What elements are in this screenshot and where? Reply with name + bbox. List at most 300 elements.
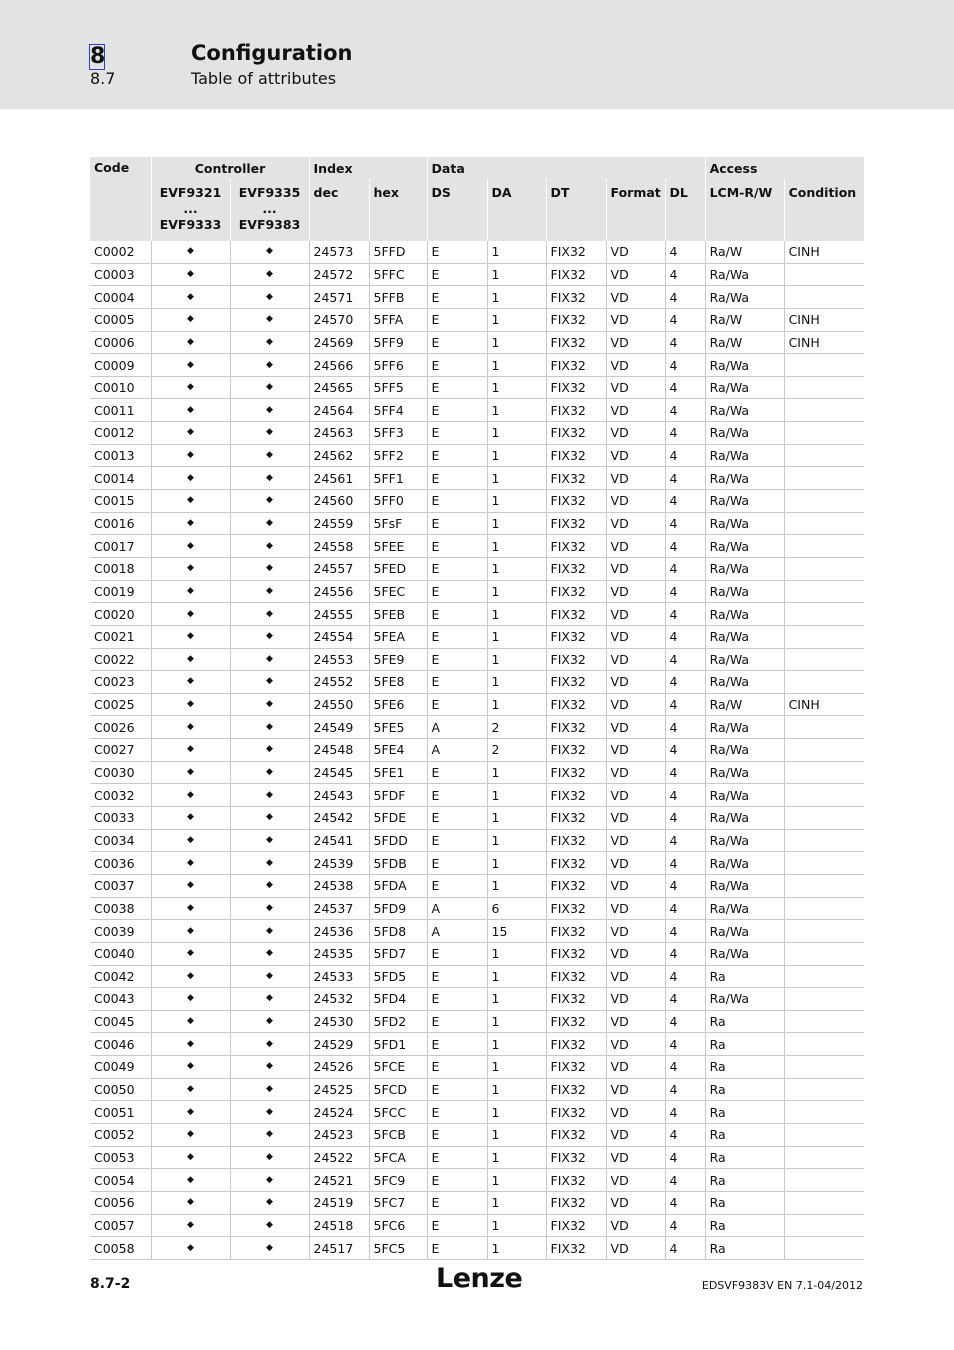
cell-access: Ra [705,1191,784,1214]
lenze-logo: Lenze [436,1263,523,1294]
cell-ds: E [427,286,487,309]
cell-format: VD [606,897,665,920]
cell-condition [784,1056,864,1079]
cell-code: C0051 [90,1101,151,1124]
table-row [90,444,864,467]
cell-access: Ra/Wa [705,739,784,762]
cell-access: Ra/Wa [705,671,784,694]
cell-condition [784,1010,864,1033]
cell-da: 1 [487,1237,546,1260]
page-number: 8.7-2 [90,1276,131,1292]
cell-condition [784,557,864,580]
cell-access: Ra/Wa [705,557,784,580]
cell-da: 1 [487,399,546,422]
cell-controller-1: ◆ [151,490,230,513]
cell-dl: 4 [665,897,705,920]
cell-dec: 24536 [309,920,369,943]
cell-controller-2: ◆ [230,1237,309,1260]
cell-controller-1: ◆ [151,1237,230,1260]
cell-controller-1: ◆ [151,1078,230,1101]
cell-dec: 24525 [309,1078,369,1101]
cell-da: 1 [487,557,546,580]
cell-code: C0053 [90,1146,151,1169]
attributes-table [90,157,864,1260]
cell-ds: E [427,354,487,377]
cell-hex: 5FC5 [369,1237,427,1260]
cell-dec: 24542 [309,807,369,830]
cell-dt: FIX32 [546,1056,606,1079]
cell-dec: 24550 [309,693,369,716]
cell-ds: E [427,874,487,897]
cell-dl: 4 [665,716,705,739]
cell-code: C0043 [90,988,151,1011]
table-row [90,761,864,784]
header-code: Code [90,157,151,241]
cell-hex: 5FF5 [369,376,427,399]
cell-da: 1 [487,1146,546,1169]
cell-dec: 24556 [309,580,369,603]
cell-code: C0019 [90,580,151,603]
cell-format: VD [606,512,665,535]
cell-condition [784,1123,864,1146]
cell-format: VD [606,376,665,399]
cell-format: VD [606,807,665,830]
cell-controller-1: ◆ [151,1123,230,1146]
table-row [90,286,864,309]
cell-dec: 24560 [309,490,369,513]
cell-hex: 5FDA [369,874,427,897]
cell-format: VD [606,1056,665,1079]
cell-ds: E [427,1191,487,1214]
cell-dec: 24521 [309,1169,369,1192]
cell-condition [784,648,864,671]
cell-dec: 24519 [309,1191,369,1214]
cell-code: C0049 [90,1056,151,1079]
table-row [90,603,864,626]
cell-hex: 5FFD [369,241,427,263]
cell-hex: 5FD7 [369,942,427,965]
cell-condition [784,1169,864,1192]
cell-da: 1 [487,1033,546,1056]
cell-da: 1 [487,874,546,897]
cell-access: Ra [705,1214,784,1237]
cell-code: C0011 [90,399,151,422]
cell-access: Ra/Wa [705,648,784,671]
cell-controller-2: ◆ [230,829,309,852]
cell-ds: E [427,761,487,784]
cell-dec: 24564 [309,399,369,422]
cell-ds: E [427,1056,487,1079]
cell-hex: 5FFB [369,286,427,309]
cell-controller-2: ◆ [230,648,309,671]
cell-code: C0009 [90,354,151,377]
cell-controller-2: ◆ [230,444,309,467]
cell-controller-2: ◆ [230,308,309,331]
cell-hex: 5FC9 [369,1169,427,1192]
table-row [90,1191,864,1214]
cell-hex: 5FF3 [369,422,427,445]
cell-format: VD [606,1237,665,1260]
cell-dec: 24572 [309,263,369,286]
cell-code: C0015 [90,490,151,513]
cell-format: VD [606,761,665,784]
cell-dt: FIX32 [546,512,606,535]
cell-da: 1 [487,308,546,331]
cell-controller-1: ◆ [151,467,230,490]
cell-dec: 24532 [309,988,369,1011]
cell-access: Ra/Wa [705,874,784,897]
cell-da: 1 [487,1078,546,1101]
cell-format: VD [606,1169,665,1192]
cell-dt: FIX32 [546,829,606,852]
cell-dl: 4 [665,1169,705,1192]
cell-format: VD [606,693,665,716]
cell-dt: FIX32 [546,671,606,694]
cell-da: 1 [487,467,546,490]
table-row [90,942,864,965]
cell-code: C0018 [90,557,151,580]
header-lcm-rw: LCM-R/W [705,179,784,241]
cell-dec: 24545 [309,761,369,784]
cell-dec: 24523 [309,1123,369,1146]
table-row [90,399,864,422]
cell-condition [784,920,864,943]
cell-hex: 5FEE [369,535,427,558]
cell-access: Ra/Wa [705,580,784,603]
cell-format: VD [606,1010,665,1033]
cell-dl: 4 [665,1146,705,1169]
cell-dl: 4 [665,761,705,784]
cell-access: Ra/Wa [705,490,784,513]
cell-dt: FIX32 [546,376,606,399]
cell-da: 1 [487,988,546,1011]
cell-format: VD [606,557,665,580]
cell-controller-2: ◆ [230,1169,309,1192]
cell-format: VD [606,648,665,671]
cell-condition [784,942,864,965]
cell-controller-1: ◆ [151,761,230,784]
cell-controller-2: ◆ [230,807,309,830]
cell-hex: 5FCC [369,1101,427,1124]
cell-da: 1 [487,625,546,648]
cell-dt: FIX32 [546,874,606,897]
cell-da: 1 [487,807,546,830]
table-row [90,1214,864,1237]
cell-dt: FIX32 [546,490,606,513]
cell-da: 1 [487,1101,546,1124]
cell-dt: FIX32 [546,444,606,467]
cell-dl: 4 [665,557,705,580]
cell-code: C0039 [90,920,151,943]
cell-controller-1: ◆ [151,671,230,694]
cell-controller-1: ◆ [151,376,230,399]
table-row [90,897,864,920]
cell-access: Ra/Wa [705,603,784,626]
cell-dl: 4 [665,852,705,875]
cell-condition [784,1214,864,1237]
table-row [90,422,864,445]
cell-controller-1: ◆ [151,942,230,965]
cell-dec: 24529 [309,1033,369,1056]
cell-hex: 5FD8 [369,920,427,943]
cell-dt: FIX32 [546,286,606,309]
cell-dec: 24548 [309,739,369,762]
cell-code: C0016 [90,512,151,535]
cell-da: 2 [487,716,546,739]
cell-ds: E [427,988,487,1011]
cell-controller-2: ◆ [230,399,309,422]
cell-ds: E [427,1010,487,1033]
cell-controller-1: ◆ [151,331,230,354]
cell-controller-1: ◆ [151,241,230,263]
cell-dl: 4 [665,1123,705,1146]
cell-dec: 24565 [309,376,369,399]
cell-format: VD [606,829,665,852]
cell-access: Ra/W [705,308,784,331]
cell-dec: 24549 [309,716,369,739]
cell-controller-2: ◆ [230,625,309,648]
cell-dt: FIX32 [546,535,606,558]
cell-ds: E [427,422,487,445]
cell-dl: 4 [665,467,705,490]
cell-hex: 5FE9 [369,648,427,671]
header-controller: Controller [151,157,309,179]
cell-dt: FIX32 [546,1033,606,1056]
cell-hex: 5FD4 [369,988,427,1011]
cell-da: 1 [487,422,546,445]
cell-dt: FIX32 [546,648,606,671]
cell-ds: A [427,716,487,739]
cell-condition [784,1078,864,1101]
cell-format: VD [606,1214,665,1237]
cell-condition [784,1191,864,1214]
cell-controller-1: ◆ [151,603,230,626]
cell-ds: E [427,444,487,467]
cell-hex: 5FF2 [369,444,427,467]
cell-access: Ra/Wa [705,467,784,490]
chapter-title: Configuration [191,41,353,65]
cell-controller-1: ◆ [151,1191,230,1214]
cell-da: 1 [487,1214,546,1237]
cell-ds: E [427,852,487,875]
cell-controller-2: ◆ [230,852,309,875]
cell-dl: 4 [665,829,705,852]
cell-dt: FIX32 [546,354,606,377]
cell-hex: 5FsF [369,512,427,535]
cell-condition [784,988,864,1011]
cell-dt: FIX32 [546,1237,606,1260]
cell-condition [784,399,864,422]
cell-hex: 5FEA [369,625,427,648]
table-body [90,241,864,1259]
cell-dec: 24561 [309,467,369,490]
cell-hex: 5FCA [369,1146,427,1169]
cell-controller-1: ◆ [151,625,230,648]
cell-controller-2: ◆ [230,1078,309,1101]
cell-ds: E [427,580,487,603]
cell-controller-1: ◆ [151,807,230,830]
cell-code: C0052 [90,1123,151,1146]
cell-ds: E [427,535,487,558]
cell-dl: 4 [665,286,705,309]
cell-format: VD [606,874,665,897]
cell-format: VD [606,1101,665,1124]
cell-format: VD [606,422,665,445]
page-header [0,0,954,109]
cell-condition [784,671,864,694]
cell-da: 1 [487,331,546,354]
cell-access: Ra/Wa [705,920,784,943]
cell-controller-1: ◆ [151,920,230,943]
cell-controller-1: ◆ [151,988,230,1011]
cell-condition [784,739,864,762]
header-dt: DT [546,179,606,241]
cell-da: 2 [487,739,546,762]
cell-controller-1: ◆ [151,1033,230,1056]
cell-code: C0058 [90,1237,151,1260]
cell-access: Ra [705,1056,784,1079]
cell-controller-2: ◆ [230,942,309,965]
cell-dl: 4 [665,376,705,399]
cell-format: VD [606,580,665,603]
cell-format: VD [606,988,665,1011]
cell-format: VD [606,241,665,263]
cell-controller-1: ◆ [151,512,230,535]
cell-dt: FIX32 [546,467,606,490]
cell-format: VD [606,535,665,558]
cell-controller-2: ◆ [230,1214,309,1237]
cell-ds: E [427,308,487,331]
table-row [90,331,864,354]
cell-access: Ra [705,1101,784,1124]
cell-controller-2: ◆ [230,376,309,399]
cell-code: C0038 [90,897,151,920]
cell-dt: FIX32 [546,693,606,716]
cell-hex: 5FCB [369,1123,427,1146]
table-row [90,874,864,897]
cell-ds: E [427,490,487,513]
cell-dl: 4 [665,241,705,263]
cell-code: C0032 [90,784,151,807]
cell-dt: FIX32 [546,784,606,807]
cell-ds: E [427,942,487,965]
cell-format: VD [606,965,665,988]
table-row [90,1056,864,1079]
header-da: DA [487,179,546,241]
cell-controller-2: ◆ [230,671,309,694]
cell-dl: 4 [665,693,705,716]
cell-code: C0006 [90,331,151,354]
cell-access: Ra/Wa [705,444,784,467]
cell-dec: 24538 [309,874,369,897]
table-row [90,580,864,603]
cell-code: C0057 [90,1214,151,1237]
cell-code: C0045 [90,1010,151,1033]
cell-controller-1: ◆ [151,1056,230,1079]
cell-access: Ra [705,1078,784,1101]
cell-code: C0013 [90,444,151,467]
cell-dec: 24569 [309,331,369,354]
cell-access: Ra/Wa [705,784,784,807]
table-row [90,1033,864,1056]
cell-format: VD [606,1146,665,1169]
cell-format: VD [606,444,665,467]
cell-hex: 5FE1 [369,761,427,784]
table-row [90,1146,864,1169]
cell-controller-2: ◆ [230,557,309,580]
cell-dl: 4 [665,1214,705,1237]
table-row [90,376,864,399]
table-row [90,557,864,580]
cell-dt: FIX32 [546,1191,606,1214]
cell-access: Ra/Wa [705,716,784,739]
cell-controller-2: ◆ [230,965,309,988]
table-row [90,716,864,739]
cell-dec: 24566 [309,354,369,377]
cell-dl: 4 [665,739,705,762]
cell-ds: E [427,671,487,694]
cell-format: VD [606,1033,665,1056]
cell-code: C0014 [90,467,151,490]
cell-controller-1: ◆ [151,829,230,852]
header-condition: Condition [784,179,864,241]
cell-controller-2: ◆ [230,716,309,739]
cell-dt: FIX32 [546,897,606,920]
cell-dl: 4 [665,671,705,694]
cell-dt: FIX32 [546,807,606,830]
cell-controller-1: ◆ [151,1146,230,1169]
cell-code: C0012 [90,422,151,445]
cell-dl: 4 [665,354,705,377]
cell-hex: 5FC6 [369,1214,427,1237]
cell-condition [784,535,864,558]
cell-code: C0056 [90,1191,151,1214]
cell-dt: FIX32 [546,625,606,648]
cell-code: C0030 [90,761,151,784]
cell-condition [784,852,864,875]
table-row [90,1101,864,1124]
cell-code: C0022 [90,648,151,671]
cell-controller-2: ◆ [230,874,309,897]
cell-format: VD [606,739,665,762]
cell-hex: 5FE6 [369,693,427,716]
cell-access: Ra/W [705,331,784,354]
cell-ds: A [427,897,487,920]
cell-dec: 24553 [309,648,369,671]
table-row [90,535,864,558]
cell-controller-2: ◆ [230,739,309,762]
cell-dl: 4 [665,263,705,286]
cell-code: C0002 [90,241,151,263]
cell-hex: 5FF6 [369,354,427,377]
cell-controller-2: ◆ [230,241,309,263]
cell-access: Ra/Wa [705,422,784,445]
cell-dl: 4 [665,512,705,535]
table-row [90,920,864,943]
cell-controller-2: ◆ [230,1191,309,1214]
cell-code: C0010 [90,376,151,399]
cell-condition [784,422,864,445]
cell-dt: FIX32 [546,920,606,943]
cell-ds: E [427,512,487,535]
cell-ds: E [427,603,487,626]
cell-dec: 24526 [309,1056,369,1079]
cell-dt: FIX32 [546,603,606,626]
cell-format: VD [606,671,665,694]
cell-dl: 4 [665,920,705,943]
cell-ds: E [427,376,487,399]
cell-format: VD [606,942,665,965]
